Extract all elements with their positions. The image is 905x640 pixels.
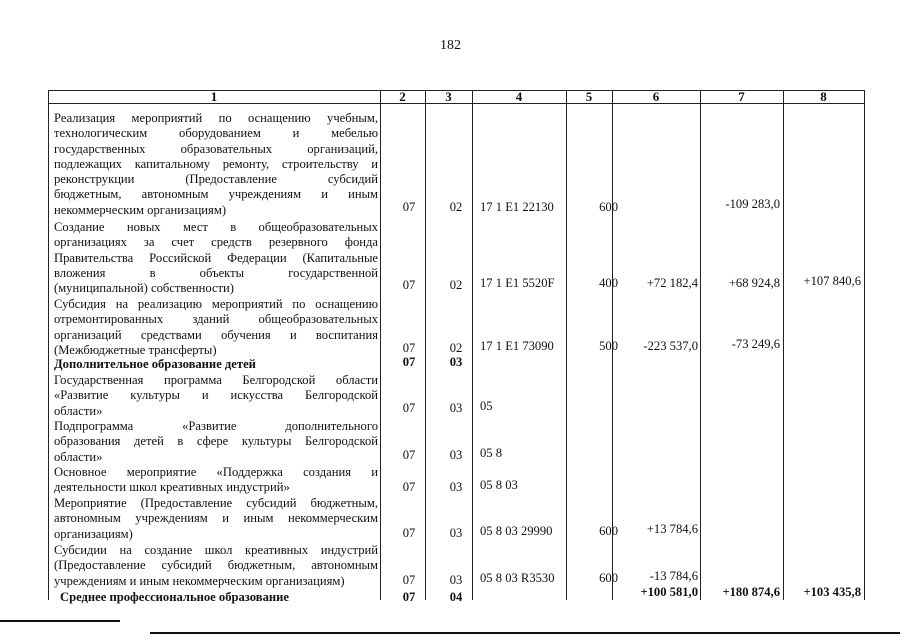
header-col-2: 2 [399, 89, 406, 104]
row-col8: +107 840,6 [803, 274, 861, 288]
row-name: Подпрограмма «Развитие дополнительного образования детей в сфере культуры Белгородской области» [54, 419, 378, 464]
row-section: 07 [402, 526, 416, 540]
row-col6: +72 182,4 [646, 276, 698, 290]
row-subsection: 03 [449, 355, 463, 369]
row-target: 05 8 03 29990 [480, 524, 553, 538]
row-subsection: 04 [449, 590, 463, 604]
row-name: Мероприятие (Предоставление субсидий бюджетным, автономным учреждениям и иным некоммерческим организациям) [54, 496, 378, 541]
row-target: 17 1 E1 22130 [480, 200, 554, 214]
row-col6: -223 537,0 [643, 339, 698, 353]
row-name: Реализация мероприятий по оснащению учебным, технологическим оборудованием и мебелью государственных образовательных организаций, подлежащих капитальному ремонту, строительству и реконструкции (Предоставление субсидий бюджетным, автономным учреждениям и иным некоммерческим организациям) [54, 111, 378, 217]
row-col7: -73 249,6 [731, 337, 780, 351]
row-subsection: 02 [449, 200, 463, 214]
budget-table [48, 89, 865, 604]
header-col-7: 7 [738, 89, 745, 104]
row-target: 17 1 E1 5520F [480, 276, 555, 290]
row-col6: +100 581,0 [640, 585, 698, 599]
row-expense: 600 [599, 571, 618, 585]
row-expense: 600 [599, 524, 618, 538]
row-target: 05 8 [480, 446, 503, 460]
row-subsection: 03 [449, 526, 463, 540]
row-subsection: 03 [449, 573, 463, 587]
column-divider [425, 90, 426, 600]
row-section: 07 [402, 200, 416, 214]
column-divider [472, 90, 473, 600]
header-col-3: 3 [445, 89, 452, 104]
row-target: 17 1 E1 73090 [480, 339, 554, 353]
scan-edge-mark [0, 620, 120, 622]
row-subsection: 02 [449, 278, 463, 292]
row-section: 07 [402, 590, 416, 604]
row-expense: 400 [599, 276, 618, 290]
header-col-6: 6 [652, 89, 660, 104]
column-divider [864, 90, 865, 600]
row-expense: 500 [599, 339, 618, 353]
header-col-5: 5 [585, 89, 593, 104]
row-subsection: 03 [449, 448, 463, 462]
column-divider [48, 90, 49, 600]
header-col-8: 8 [820, 89, 827, 104]
row-target: 05 [480, 399, 493, 413]
row-section: 07 [402, 401, 416, 415]
column-divider [783, 90, 784, 600]
row-section: 07 [402, 341, 416, 355]
row-col7: +180 874,6 [722, 585, 780, 599]
row-col6: +13 784,6 [646, 522, 698, 536]
row-col6: -13 784,6 [649, 569, 698, 583]
row-col7: +68 924,8 [728, 276, 780, 290]
row-name: Создание новых мест в общеобразовательных организациях за счет средств резервного фонда Правительства Российской Федерации (Капитальные вложения в объекты государственной (муниципальной) собственности) [54, 220, 378, 296]
header-col-4: 4 [515, 89, 523, 104]
row-subsection: 03 [449, 401, 463, 415]
column-divider [380, 90, 381, 600]
row-name: Государственная программа Белгородской области «Развитие культуры и искусства Белгородской области» [54, 373, 378, 418]
row-expense: 600 [599, 200, 618, 214]
row-col8: +103 435,8 [803, 585, 861, 599]
row-target: 05 8 03 R3530 [480, 571, 555, 585]
row-target: 05 8 03 [480, 478, 518, 492]
row-name: Субсидии на создание школ креативных индустрий (Предоставление субсидий бюджетным, автономным учреждениям и иным некоммерческим организациям) [54, 543, 378, 588]
row-section: 07 [402, 355, 416, 369]
row-subsection: 03 [449, 480, 463, 494]
row-name: Среднее профессиональное образование [60, 590, 289, 604]
row-section: 07 [402, 573, 416, 587]
row-col7: -109 283,0 [725, 197, 780, 211]
row-name: Основное мероприятие «Поддержка создания и деятельности школ креативных индустрий» [54, 465, 378, 495]
row-subsection: 02 [449, 341, 463, 355]
header-col-1: 1 [210, 89, 218, 104]
page-number: 182 [440, 38, 461, 53]
row-section: 07 [402, 480, 416, 494]
row-section: 07 [402, 448, 416, 462]
row-name: Дополнительное образование детей [54, 357, 256, 371]
row-section: 07 [402, 278, 416, 292]
scan-edge-mark [150, 632, 900, 634]
row-name: Субсидия на реализацию мероприятий по оснащению отремонтированных зданий общеобразовательных организаций средствами обучения и воспитания (Межбюджетные трансферты) [54, 297, 378, 357]
